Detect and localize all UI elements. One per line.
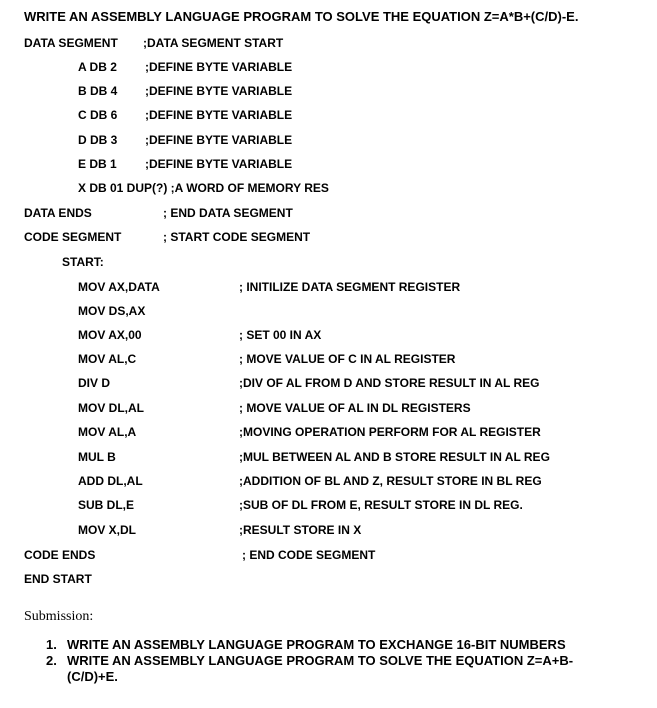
instr-comment: ;RESULT STORE IN X — [239, 523, 362, 537]
instr-comment: ; MOVE VALUE OF AL IN DL REGISTERS — [239, 401, 471, 415]
instr-code: MOV AL,A — [78, 425, 137, 439]
var-a-comment: ;DEFINE BYTE VARIABLE — [145, 60, 293, 74]
var-e-code: E DB 1 — [78, 157, 117, 171]
submission-label: Submission: — [24, 609, 94, 624]
code-segment-comment: ; START CODE SEGMENT — [163, 230, 311, 244]
page-title: WRITE AN ASSEMBLY LANGUAGE PROGRAM TO SOLVE THE EQUATION Z=A*B+(C/D)-E. — [24, 9, 579, 24]
data-ends-code: DATA ENDS — [24, 206, 92, 220]
end-start: END START — [24, 572, 92, 586]
instr-code: MUL B — [78, 450, 116, 464]
instr-comment: ;ADDITION OF BL AND Z, RESULT STORE IN BL REG — [239, 474, 542, 488]
instr-comment: ; SET 00 IN AX — [239, 328, 322, 342]
submission-item-text: WRITE AN ASSEMBLY LANGUAGE PROGRAM TO EXCHANGE 16-BIT NUMBERS — [67, 637, 566, 652]
instr-code: MOV DS,AX — [78, 304, 146, 318]
var-e-comment: ;DEFINE BYTE VARIABLE — [145, 157, 293, 171]
var-d-comment: ;DEFINE BYTE VARIABLE — [145, 133, 293, 147]
instr-comment: ; INITILIZE DATA SEGMENT REGISTER — [239, 280, 461, 294]
var-b-comment: ;DEFINE BYTE VARIABLE — [145, 84, 293, 98]
var-c-code: C DB 6 — [78, 108, 118, 122]
submission-item-number: 2. — [46, 653, 57, 668]
instr-comment: ;DIV OF AL FROM D AND STORE RESULT IN AL REG — [239, 376, 540, 390]
instr-code: MOV AX,DATA — [78, 280, 160, 294]
instr-comment: ; MOVE VALUE OF C IN AL REGISTER — [239, 352, 456, 366]
start-label: START: — [62, 255, 104, 269]
instr-comment: ;SUB OF DL FROM E, RESULT STORE IN DL REG. — [239, 498, 523, 512]
data-ends-comment: ; END DATA SEGMENT — [163, 206, 293, 220]
data-segment-comment: ;DATA SEGMENT START — [143, 36, 284, 50]
instr-code: DIV D — [78, 376, 111, 390]
var-b-code: B DB 4 — [78, 84, 118, 98]
instr-code: MOV AL,C — [78, 352, 137, 366]
code-segment-code: CODE SEGMENT — [24, 230, 122, 244]
var-x-line: X DB 01 DUP(?) ;A WORD OF MEMORY RES — [78, 181, 329, 195]
instr-comment: ;MOVING OPERATION PERFORM FOR AL REGISTER — [239, 425, 541, 439]
submission-item-text: WRITE AN ASSEMBLY LANGUAGE PROGRAM TO SOLVE THE EQUATION Z=A+B-(C/D)+E. — [67, 653, 574, 684]
var-d-code: D DB 3 — [78, 133, 118, 147]
instr-code: SUB DL,E — [78, 498, 135, 512]
instr-code: ADD DL,AL — [78, 474, 143, 488]
code-ends-code: CODE ENDS — [24, 548, 96, 562]
instr-code: MOV X,DL — [78, 523, 137, 537]
instr-code: MOV DL,AL — [78, 401, 144, 415]
code-ends-comment: ; END CODE SEGMENT — [242, 548, 376, 562]
instr-comment: ;MUL BETWEEN AL AND B STORE RESULT IN AL REG — [239, 450, 550, 464]
var-a-code: A DB 2 — [78, 60, 117, 74]
instr-code: MOV AX,00 — [78, 328, 142, 342]
data-segment-code: DATA SEGMENT — [24, 36, 118, 50]
var-c-comment: ;DEFINE BYTE VARIABLE — [145, 108, 293, 122]
submission-item-number: 1. — [46, 637, 57, 652]
